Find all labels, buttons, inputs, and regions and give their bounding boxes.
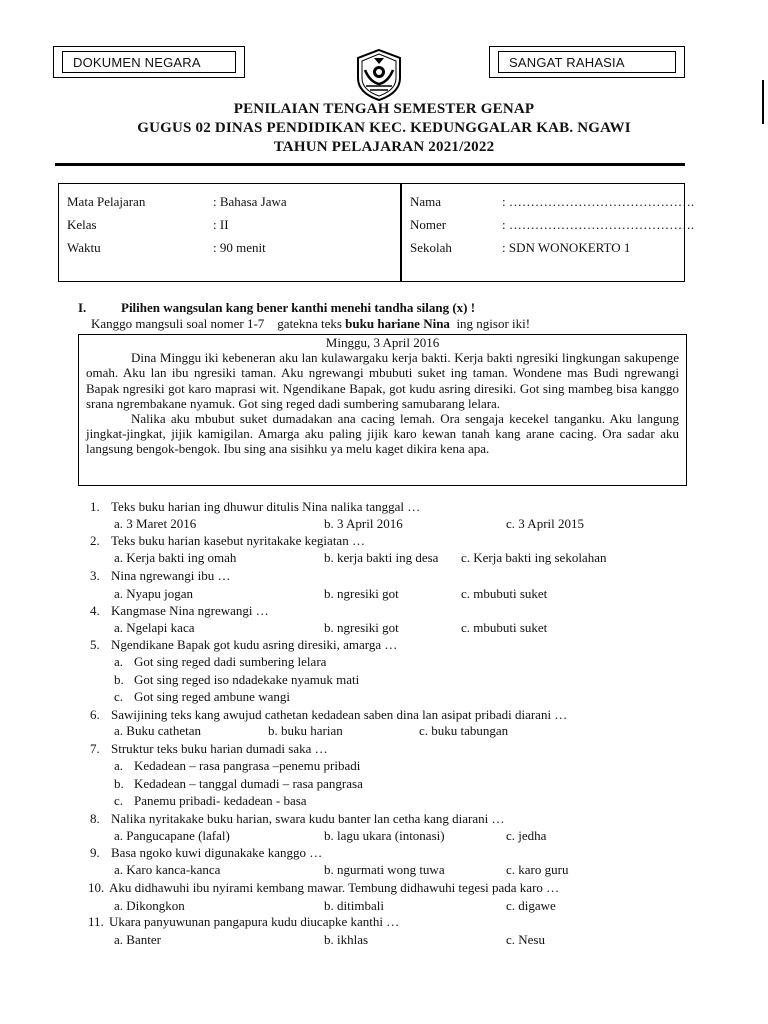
- question-text: Struktur teks buku harian dumadi saka …: [111, 741, 328, 756]
- option-a[interactable]: a. Buku cathetan: [114, 723, 201, 738]
- info-value: : 90 menit: [213, 240, 266, 255]
- question-11: [88, 914, 399, 930]
- header-rule: [55, 163, 685, 166]
- info-label: Nomer: [410, 217, 447, 232]
- option-letter: c.: [114, 793, 124, 808]
- option-b[interactable]: b. buku harian: [268, 723, 343, 738]
- question-number: 3.: [90, 568, 100, 583]
- question-number: 11.: [88, 914, 104, 929]
- option-a[interactable]: Kedadean – rasa pangrasa –penemu pribadi: [134, 758, 361, 773]
- option-a[interactable]: a. Dikongkon: [114, 898, 185, 913]
- question-number: 7.: [90, 741, 100, 756]
- exam-title: PENILAIAN TENGAH SEMESTER GENAP: [233, 101, 535, 117]
- option-c[interactable]: Got sing reged ambune wangi: [134, 689, 290, 704]
- question-number: 5.: [90, 637, 100, 652]
- question-5: [90, 637, 397, 653]
- option-c[interactable]: c. karo guru: [506, 862, 569, 877]
- section-number: I.: [78, 300, 87, 315]
- diary-paragraph: Nalika aku mbubut suket dumadakan ana cacing lemah. Ora sengaja kecekel tanganku. Aku langung jingkat-jingkat, jijik kamigilan. Amarga aku paling jijik karo kewan tanah kang arane cacing. Ora sadar aku langsung bengok-bengok. Ibu sing ana sisihku ya melu kaget dikira kena apa.: [86, 411, 679, 457]
- question-7: [90, 741, 328, 757]
- question-number: 10.: [88, 880, 105, 895]
- question-number: 8.: [90, 811, 100, 826]
- option-a[interactable]: a. Kerja bakti ing omah: [114, 550, 237, 565]
- option-a[interactable]: a. Ngelapi kaca: [114, 620, 195, 635]
- option-c[interactable]: c. Kerja bakti ing sekolahan: [461, 550, 607, 565]
- option-c[interactable]: c. buku tabungan: [419, 723, 509, 738]
- question-text: Sawijining teks kang awujud cathetan kedadean saben dina lan asipat pribadi diarani …: [111, 707, 568, 722]
- section-instruction: Pilihen wangsulan kang bener kanthi menehi tandha silang (x) !: [121, 300, 476, 315]
- option-c[interactable]: c. mbubuti suket: [461, 620, 548, 635]
- info-label: Kelas: [67, 217, 97, 232]
- question-text: Ukara panyuwunan pangapura kudu diucapke kanthi …: [109, 914, 400, 929]
- question-1: [90, 499, 420, 515]
- question-8: [90, 811, 504, 827]
- question-text: Teks buku harian ing dhuwur ditulis Nina nalika tanggal …: [111, 499, 421, 514]
- question-text: Basa ngoko kuwi digunakake kanggo …: [111, 845, 323, 860]
- option-b[interactable]: Kedadean – tanggal dumadi – rasa pangrasa: [134, 776, 363, 791]
- secrecy-label: SANGAT RAHASIA: [498, 51, 676, 73]
- option-c[interactable]: Panemu pribadi- kedadean - basa: [134, 793, 307, 808]
- regency-seal-icon: [350, 48, 408, 102]
- option-b[interactable]: b. ngurmati wong tuwa: [324, 862, 445, 877]
- info-value: : …………………………………….: [502, 217, 695, 232]
- question-number: 6.: [90, 707, 100, 722]
- option-a[interactable]: a. Pangucapane (lafal): [114, 828, 230, 843]
- intro-bold-title: buku hariane Nina: [345, 316, 450, 331]
- option-b[interactable]: b. ikhlas: [324, 932, 369, 947]
- diary-date: Minggu, 3 April 2016: [325, 335, 440, 350]
- document-class-box: [53, 46, 245, 78]
- option-b[interactable]: b. 3 April 2016: [324, 516, 403, 531]
- info-value: : Bahasa Jawa: [213, 194, 287, 209]
- option-b[interactable]: Got sing reged iso ndadekake nyamuk mati: [134, 672, 360, 687]
- info-value: : II: [213, 217, 229, 232]
- question-number: 4.: [90, 603, 100, 618]
- info-value: : …………………………………….: [502, 194, 695, 209]
- diary-text-box: [78, 334, 687, 486]
- option-c[interactable]: c. digawe: [506, 898, 556, 913]
- question-9: [90, 845, 322, 861]
- option-a[interactable]: a. 3 Maret 2016: [114, 516, 197, 531]
- question-6: [90, 707, 567, 723]
- info-label: Waktu: [67, 240, 101, 255]
- option-a[interactable]: a. Banter: [114, 932, 161, 947]
- option-letter: a.: [114, 654, 124, 669]
- question-number: 1.: [90, 499, 100, 514]
- question-text: Nalika nyritakake buku harian, swara kudu banter lan cetha kang diarani …: [111, 811, 505, 826]
- question-text: Teks buku harian kasebut nyritakake kegiatan …: [111, 533, 365, 548]
- option-b[interactable]: b. lagu ukara (intonasi): [324, 828, 445, 843]
- option-letter: b.: [114, 672, 124, 687]
- option-b[interactable]: b. ditimbali: [324, 898, 384, 913]
- option-a[interactable]: a. Karo kanca-kanca: [114, 862, 221, 877]
- question-4: [90, 603, 269, 619]
- option-letter: b.: [114, 776, 124, 791]
- option-b[interactable]: b. kerja bakti ing desa: [324, 550, 439, 565]
- reading-intro: [91, 316, 530, 332]
- option-letter: a.: [114, 758, 124, 773]
- question-number: 9.: [90, 845, 100, 860]
- secrecy-box: [489, 46, 685, 78]
- diary-paragraph: Dina Minggu iki kebeneran aku lan kulawargaku kerja bakti. Kerja bakti ngresiki lingkungan sakupenge omah. Aku lan ibu ngresiki taman. Aku ngrewangi mbubuti suket ing taman. Wondene mas Budi ngrewangi Bapak ngresiki got karo maprasi wit. Ngendikane Bapak, got kudu asring diresiki. Got sing mambeg bisa kanggo srana ngrembakane nyamuk. Got sing reged dadi sumbering samubarang lelara.: [86, 350, 679, 411]
- question-10: [88, 880, 559, 896]
- option-letter: c.: [114, 689, 124, 704]
- exam-subtitle: GUGUS 02 DINAS PENDIDIKAN KEC. KEDUNGGALAR KAB. NGAWI: [137, 120, 631, 136]
- subject-info-box: [58, 183, 401, 282]
- question-text: Nina ngrewangi ibu …: [111, 568, 231, 583]
- intro-text: Kanggo mangsuli soal nomer 1-7 gatekna teks: [91, 316, 346, 331]
- question-2: [90, 533, 365, 549]
- info-value: : SDN WONOKERTO 1: [502, 240, 631, 255]
- school-year: TAHUN PELAJARAN 2021/2022: [273, 139, 495, 155]
- option-c[interactable]: c. jedha: [506, 828, 547, 843]
- student-info-box: [401, 183, 695, 282]
- question-text: Ngendikane Bapak got kudu asring diresiki, amarga …: [111, 637, 398, 652]
- info-label: Mata Pelajaran: [67, 194, 146, 209]
- option-b[interactable]: b. ngresiki got: [324, 620, 399, 635]
- intro-text-end: ing ngisor iki!: [449, 316, 531, 331]
- question-number: 2.: [90, 533, 100, 548]
- option-b[interactable]: b. ngresiki got: [324, 586, 399, 601]
- question-text: Aku didhawuhi ibu nyirami kembang mawar. Tembung didhawuhi tegesi pada karo …: [109, 880, 560, 895]
- option-c[interactable]: c. 3 April 2015: [506, 516, 584, 531]
- option-a[interactable]: Got sing reged dadi sumbering lelara: [134, 654, 327, 669]
- option-c[interactable]: c. mbubuti suket: [461, 586, 548, 601]
- question-text: Kangmase Nina ngrewangi …: [111, 603, 269, 618]
- option-a[interactable]: a. Nyapu jogan: [114, 586, 194, 601]
- question-3: [90, 568, 231, 584]
- info-label: Nama: [410, 194, 442, 209]
- document-class-label: DOKUMEN NEGARA: [62, 51, 236, 73]
- info-label: Sekolah: [410, 240, 452, 255]
- option-c[interactable]: c. Nesu: [506, 932, 545, 947]
